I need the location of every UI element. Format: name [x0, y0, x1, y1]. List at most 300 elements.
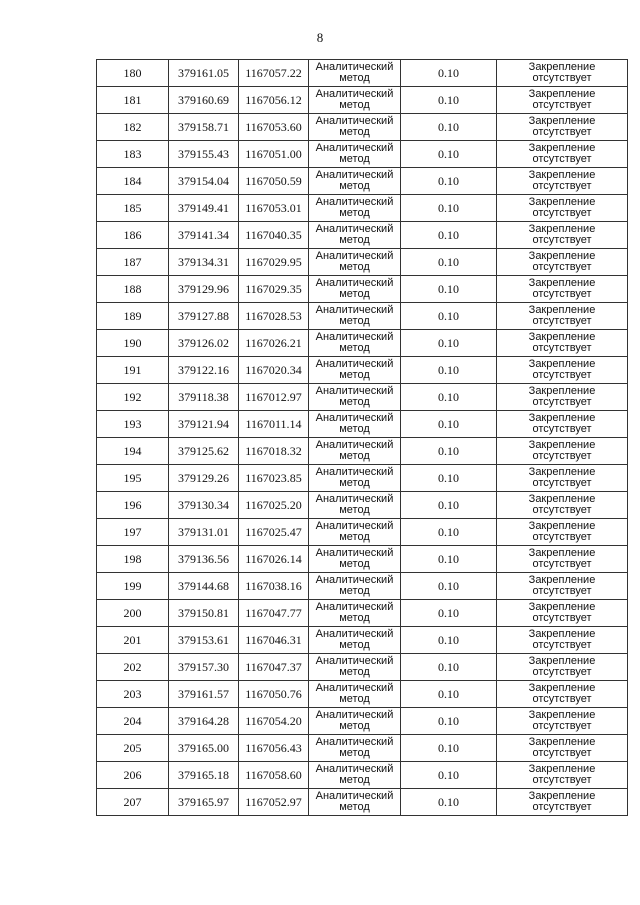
point-number-cell: 183	[97, 141, 169, 168]
accuracy-cell: 0.10	[401, 114, 497, 141]
method-cell	[309, 276, 401, 303]
y-coordinate-cell: 1167012.97	[239, 384, 309, 411]
fixation-text-line: отсутствует	[532, 504, 592, 516]
method-text-line: метод	[339, 261, 370, 273]
accuracy-cell: 0.10	[401, 519, 497, 546]
method-text-line: Аналитический	[315, 304, 394, 316]
method-cell	[309, 708, 401, 735]
y-coordinate-cell: 1167050.76	[239, 681, 309, 708]
y-coordinate-cell: 1167023.85	[239, 465, 309, 492]
accuracy-cell: 0.10	[401, 735, 497, 762]
x-coordinate-cell: 379165.97	[169, 789, 239, 816]
y-coordinate-cell: 1167056.12	[239, 87, 309, 114]
point-number-cell: 181	[97, 87, 169, 114]
method-cell	[309, 681, 401, 708]
accuracy-cell: 0.10	[401, 654, 497, 681]
method-text-line: метод	[339, 612, 370, 624]
table-row	[97, 654, 628, 681]
fixation-text-line: Закрепление	[528, 115, 596, 127]
fixation-cell	[497, 114, 628, 141]
method-text-line: метод	[339, 72, 370, 84]
fixation-cell	[497, 519, 628, 546]
fixation-cell	[497, 762, 628, 789]
method-text-line: метод	[339, 315, 370, 327]
method-text-line: метод	[339, 207, 370, 219]
fixation-text-line: Закрепление	[528, 520, 596, 532]
method-cell	[309, 384, 401, 411]
point-number-cell: 184	[97, 168, 169, 195]
page-number: 8	[316, 30, 324, 45]
accuracy-cell: 0.10	[401, 627, 497, 654]
fixation-cell	[497, 627, 628, 654]
fixation-text-line: Закрепление	[528, 439, 596, 451]
fixation-cell	[497, 789, 628, 816]
accuracy-cell: 0.10	[401, 681, 497, 708]
x-coordinate-cell: 379126.02	[169, 330, 239, 357]
table-row	[97, 681, 628, 708]
method-cell	[309, 411, 401, 438]
fixation-text-line: Закрепление	[528, 466, 596, 478]
fixation-cell	[497, 87, 628, 114]
accuracy-cell: 0.10	[401, 411, 497, 438]
fixation-cell	[497, 303, 628, 330]
method-text-line: Аналитический	[315, 169, 394, 181]
table-row	[97, 357, 628, 384]
method-text-line: Аналитический	[315, 331, 394, 343]
fixation-text-line: отсутствует	[532, 234, 592, 246]
point-number-cell: 207	[97, 789, 169, 816]
fixation-text-line: Закрепление	[528, 385, 596, 397]
method-cell	[309, 168, 401, 195]
method-text-line: Аналитический	[315, 358, 394, 370]
method-text-line: метод	[339, 801, 370, 813]
table-row	[97, 60, 628, 87]
fixation-text-line: отсутствует	[532, 315, 592, 327]
method-text-line: Аналитический	[315, 412, 394, 424]
method-text-line: метод	[339, 774, 370, 786]
fixation-text-line: Закрепление	[528, 304, 596, 316]
y-coordinate-cell: 1167026.21	[239, 330, 309, 357]
table-row	[97, 411, 628, 438]
accuracy-cell: 0.10	[401, 87, 497, 114]
x-coordinate-cell: 379157.30	[169, 654, 239, 681]
method-text-line: Аналитический	[315, 115, 394, 127]
table-row	[97, 168, 628, 195]
accuracy-cell: 0.10	[401, 330, 497, 357]
accuracy-cell: 0.10	[401, 762, 497, 789]
x-coordinate-cell: 379149.41	[169, 195, 239, 222]
table-row	[97, 762, 628, 789]
fixation-text-line: Закрепление	[528, 358, 596, 370]
table-row	[97, 627, 628, 654]
fixation-text-line: Закрепление	[528, 574, 596, 586]
table-row	[97, 789, 628, 816]
x-coordinate-cell: 379164.28	[169, 708, 239, 735]
y-coordinate-cell: 1167025.47	[239, 519, 309, 546]
point-number-cell: 192	[97, 384, 169, 411]
y-coordinate-cell: 1167057.22	[239, 60, 309, 87]
fixation-cell	[497, 195, 628, 222]
x-coordinate-cell: 379144.68	[169, 573, 239, 600]
fixation-text-line: Закрепление	[528, 493, 596, 505]
fixation-cell	[497, 735, 628, 762]
method-text-line: Аналитический	[315, 547, 394, 559]
fixation-text-line: Закрепление	[528, 790, 596, 802]
x-coordinate-cell: 379129.96	[169, 276, 239, 303]
y-coordinate-cell: 1167025.20	[239, 492, 309, 519]
y-coordinate-cell: 1167056.43	[239, 735, 309, 762]
y-coordinate-cell: 1167047.37	[239, 654, 309, 681]
method-text-line: метод	[339, 369, 370, 381]
point-number-cell: 189	[97, 303, 169, 330]
method-text-line: метод	[339, 180, 370, 192]
fixation-text-line: отсутствует	[532, 693, 592, 705]
method-text-line: метод	[339, 558, 370, 570]
fixation-cell	[497, 222, 628, 249]
method-text-line: метод	[339, 234, 370, 246]
table-row	[97, 465, 628, 492]
table-row	[97, 735, 628, 762]
point-number-cell: 206	[97, 762, 169, 789]
fixation-cell	[497, 492, 628, 519]
method-cell	[309, 303, 401, 330]
method-text-line: Аналитический	[315, 250, 394, 262]
accuracy-cell: 0.10	[401, 465, 497, 492]
fixation-text-line: Закрепление	[528, 331, 596, 343]
fixation-cell	[497, 384, 628, 411]
fixation-text-line: Закрепление	[528, 412, 596, 424]
y-coordinate-cell: 1167038.16	[239, 573, 309, 600]
fixation-cell	[497, 708, 628, 735]
x-coordinate-cell: 379155.43	[169, 141, 239, 168]
accuracy-cell: 0.10	[401, 141, 497, 168]
fixation-text-line: Закрепление	[528, 601, 596, 613]
table-row	[97, 276, 628, 303]
y-coordinate-cell: 1167029.35	[239, 276, 309, 303]
point-number-cell: 203	[97, 681, 169, 708]
y-coordinate-cell: 1167054.20	[239, 708, 309, 735]
fixation-cell	[497, 60, 628, 87]
method-text-line: Аналитический	[315, 196, 394, 208]
x-coordinate-cell: 379160.69	[169, 87, 239, 114]
method-cell	[309, 330, 401, 357]
fixation-text-line: отсутствует	[532, 207, 592, 219]
x-coordinate-cell: 379158.71	[169, 114, 239, 141]
method-cell	[309, 600, 401, 627]
fixation-text-line: отсутствует	[532, 288, 592, 300]
method-cell	[309, 492, 401, 519]
fixation-text-line: отсутствует	[532, 423, 592, 435]
fixation-cell	[497, 681, 628, 708]
fixation-cell	[497, 654, 628, 681]
y-coordinate-cell: 1167051.00	[239, 141, 309, 168]
point-number-cell: 195	[97, 465, 169, 492]
x-coordinate-cell: 379165.18	[169, 762, 239, 789]
accuracy-cell: 0.10	[401, 60, 497, 87]
method-text-line: метод	[339, 531, 370, 543]
y-coordinate-cell: 1167026.14	[239, 546, 309, 573]
fixation-text-line: отсутствует	[532, 747, 592, 759]
fixation-text-line: Закрепление	[528, 736, 596, 748]
point-number-cell: 191	[97, 357, 169, 384]
y-coordinate-cell: 1167029.95	[239, 249, 309, 276]
y-coordinate-cell: 1167047.77	[239, 600, 309, 627]
method-text-line: метод	[339, 342, 370, 354]
fixation-text-line: отсутствует	[532, 639, 592, 651]
method-text-line: Аналитический	[315, 709, 394, 721]
y-coordinate-cell: 1167018.32	[239, 438, 309, 465]
fixation-text-line: отсутствует	[532, 180, 592, 192]
point-number-cell: 200	[97, 600, 169, 627]
method-cell	[309, 60, 401, 87]
y-coordinate-cell: 1167058.60	[239, 762, 309, 789]
method-text-line: Аналитический	[315, 439, 394, 451]
table-row	[97, 546, 628, 573]
method-cell	[309, 546, 401, 573]
fixation-text-line: Закрепление	[528, 196, 596, 208]
fixation-text-line: отсутствует	[532, 450, 592, 462]
accuracy-cell: 0.10	[401, 600, 497, 627]
y-coordinate-cell: 1167028.53	[239, 303, 309, 330]
method-cell	[309, 654, 401, 681]
fixation-text-line: Закрепление	[528, 682, 596, 694]
x-coordinate-cell: 379141.34	[169, 222, 239, 249]
fixation-text-line: отсутствует	[532, 72, 592, 84]
table-row	[97, 573, 628, 600]
x-coordinate-cell: 379130.34	[169, 492, 239, 519]
fixation-cell	[497, 573, 628, 600]
method-text-line: Аналитический	[315, 88, 394, 100]
fixation-text-line: Закрепление	[528, 88, 596, 100]
y-coordinate-cell: 1167050.59	[239, 168, 309, 195]
method-text-line: метод	[339, 720, 370, 732]
point-number-cell: 205	[97, 735, 169, 762]
method-text-line: Аналитический	[315, 520, 394, 532]
table-row	[97, 708, 628, 735]
method-text-line: метод	[339, 639, 370, 651]
fixation-text-line: Закрепление	[528, 142, 596, 154]
accuracy-cell: 0.10	[401, 384, 497, 411]
fixation-text-line: отсутствует	[532, 396, 592, 408]
accuracy-cell: 0.10	[401, 195, 497, 222]
fixation-text-line: отсутствует	[532, 477, 592, 489]
method-cell	[309, 789, 401, 816]
accuracy-cell: 0.10	[401, 276, 497, 303]
method-text-line: Аналитический	[315, 736, 394, 748]
fixation-text-line: отсутствует	[532, 801, 592, 813]
fixation-text-line: Закрепление	[528, 250, 596, 262]
table-row	[97, 141, 628, 168]
method-cell	[309, 627, 401, 654]
point-number-cell: 180	[97, 60, 169, 87]
table-row	[97, 384, 628, 411]
point-number-cell: 197	[97, 519, 169, 546]
point-number-cell: 193	[97, 411, 169, 438]
point-number-cell: 196	[97, 492, 169, 519]
point-number-cell: 201	[97, 627, 169, 654]
method-cell	[309, 195, 401, 222]
fixation-text-line: отсутствует	[532, 261, 592, 273]
method-text-line: метод	[339, 396, 370, 408]
table-row	[97, 600, 628, 627]
method-text-line: Аналитический	[315, 628, 394, 640]
point-number-cell: 204	[97, 708, 169, 735]
method-cell	[309, 87, 401, 114]
x-coordinate-cell: 379153.61	[169, 627, 239, 654]
table-row	[97, 438, 628, 465]
fixation-text-line: отсутствует	[532, 666, 592, 678]
fixation-cell	[497, 600, 628, 627]
fixation-text-line: Закрепление	[528, 628, 596, 640]
fixation-cell	[497, 276, 628, 303]
fixation-cell	[497, 141, 628, 168]
y-coordinate-cell: 1167040.35	[239, 222, 309, 249]
method-cell	[309, 438, 401, 465]
method-cell	[309, 762, 401, 789]
table-row	[97, 519, 628, 546]
method-text-line: Аналитический	[315, 790, 394, 802]
point-number-cell: 187	[97, 249, 169, 276]
fixation-text-line: отсутствует	[532, 774, 592, 786]
method-text-line: метод	[339, 126, 370, 138]
table-row	[97, 195, 628, 222]
fixation-text-line: отсутствует	[532, 126, 592, 138]
point-number-cell: 194	[97, 438, 169, 465]
fixation-cell	[497, 168, 628, 195]
fixation-text-line: отсутствует	[532, 99, 592, 111]
y-coordinate-cell: 1167053.01	[239, 195, 309, 222]
fixation-cell	[497, 330, 628, 357]
method-text-line: метод	[339, 450, 370, 462]
fixation-text-line: Закрепление	[528, 61, 596, 73]
y-coordinate-cell: 1167011.14	[239, 411, 309, 438]
x-coordinate-cell: 379150.81	[169, 600, 239, 627]
fixation-cell	[497, 546, 628, 573]
table-row	[97, 87, 628, 114]
method-cell	[309, 114, 401, 141]
fixation-cell	[497, 249, 628, 276]
method-cell	[309, 141, 401, 168]
method-text-line: метод	[339, 423, 370, 435]
fixation-text-line: отсутствует	[532, 558, 592, 570]
fixation-text-line: отсутствует	[532, 342, 592, 354]
method-cell	[309, 249, 401, 276]
method-cell	[309, 735, 401, 762]
method-text-line: Аналитический	[315, 142, 394, 154]
fixation-text-line: Закрепление	[528, 547, 596, 559]
accuracy-cell: 0.10	[401, 357, 497, 384]
fixation-text-line: Закрепление	[528, 763, 596, 775]
method-text-line: метод	[339, 477, 370, 489]
method-text-line: Аналитический	[315, 466, 394, 478]
fixation-text-line: отсутствует	[532, 531, 592, 543]
table-row	[97, 222, 628, 249]
fixation-text-line: Закрепление	[528, 169, 596, 181]
fixation-text-line: Закрепление	[528, 223, 596, 235]
method-text-line: Аналитический	[315, 763, 394, 775]
method-text-line: метод	[339, 288, 370, 300]
point-number-cell: 198	[97, 546, 169, 573]
method-text-line: метод	[339, 99, 370, 111]
x-coordinate-cell: 379129.26	[169, 465, 239, 492]
fixation-text-line: отсутствует	[532, 720, 592, 732]
method-cell	[309, 357, 401, 384]
x-coordinate-cell: 379125.62	[169, 438, 239, 465]
fixation-cell	[497, 465, 628, 492]
table-row	[97, 249, 628, 276]
method-text-line: Аналитический	[315, 277, 394, 289]
method-text-line: Аналитический	[315, 601, 394, 613]
point-number-cell: 188	[97, 276, 169, 303]
table-row	[97, 114, 628, 141]
method-text-line: Аналитический	[315, 493, 394, 505]
method-text-line: Аналитический	[315, 61, 394, 73]
point-number-cell: 199	[97, 573, 169, 600]
x-coordinate-cell: 379131.01	[169, 519, 239, 546]
x-coordinate-cell: 379121.94	[169, 411, 239, 438]
accuracy-cell: 0.10	[401, 492, 497, 519]
fixation-text-line: отсутствует	[532, 585, 592, 597]
fixation-text-line: отсутствует	[532, 153, 592, 165]
method-text-line: метод	[339, 153, 370, 165]
table-row	[97, 303, 628, 330]
x-coordinate-cell: 379127.88	[169, 303, 239, 330]
x-coordinate-cell: 379154.04	[169, 168, 239, 195]
x-coordinate-cell: 379118.38	[169, 384, 239, 411]
method-cell	[309, 573, 401, 600]
y-coordinate-cell: 1167046.31	[239, 627, 309, 654]
x-coordinate-cell: 379134.31	[169, 249, 239, 276]
y-coordinate-cell: 1167052.97	[239, 789, 309, 816]
y-coordinate-cell: 1167020.34	[239, 357, 309, 384]
method-text-line: Аналитический	[315, 223, 394, 235]
method-cell	[309, 519, 401, 546]
accuracy-cell: 0.10	[401, 573, 497, 600]
x-coordinate-cell: 379165.00	[169, 735, 239, 762]
point-number-cell: 190	[97, 330, 169, 357]
accuracy-cell: 0.10	[401, 303, 497, 330]
table-row	[97, 492, 628, 519]
fixation-text-line: отсутствует	[532, 612, 592, 624]
table-row	[97, 330, 628, 357]
fixation-cell	[497, 411, 628, 438]
x-coordinate-cell: 379122.16	[169, 357, 239, 384]
fixation-cell	[497, 438, 628, 465]
x-coordinate-cell: 379136.56	[169, 546, 239, 573]
method-cell	[309, 222, 401, 249]
fixation-text-line: Закрепление	[528, 709, 596, 721]
fixation-text-line: отсутствует	[532, 369, 592, 381]
point-number-cell: 182	[97, 114, 169, 141]
accuracy-cell: 0.10	[401, 708, 497, 735]
fixation-text-line: Закрепление	[528, 655, 596, 667]
method-text-line: Аналитический	[315, 655, 394, 667]
point-number-cell: 185	[97, 195, 169, 222]
fixation-text-line: Закрепление	[528, 277, 596, 289]
coordinates-table-body	[97, 60, 628, 816]
coordinates-table	[96, 59, 628, 816]
accuracy-cell: 0.10	[401, 438, 497, 465]
method-text-line: метод	[339, 693, 370, 705]
method-cell	[309, 465, 401, 492]
accuracy-cell: 0.10	[401, 546, 497, 573]
accuracy-cell: 0.10	[401, 168, 497, 195]
accuracy-cell: 0.10	[401, 249, 497, 276]
accuracy-cell: 0.10	[401, 789, 497, 816]
method-text-line: метод	[339, 585, 370, 597]
method-text-line: Аналитический	[315, 682, 394, 694]
fixation-cell	[497, 357, 628, 384]
